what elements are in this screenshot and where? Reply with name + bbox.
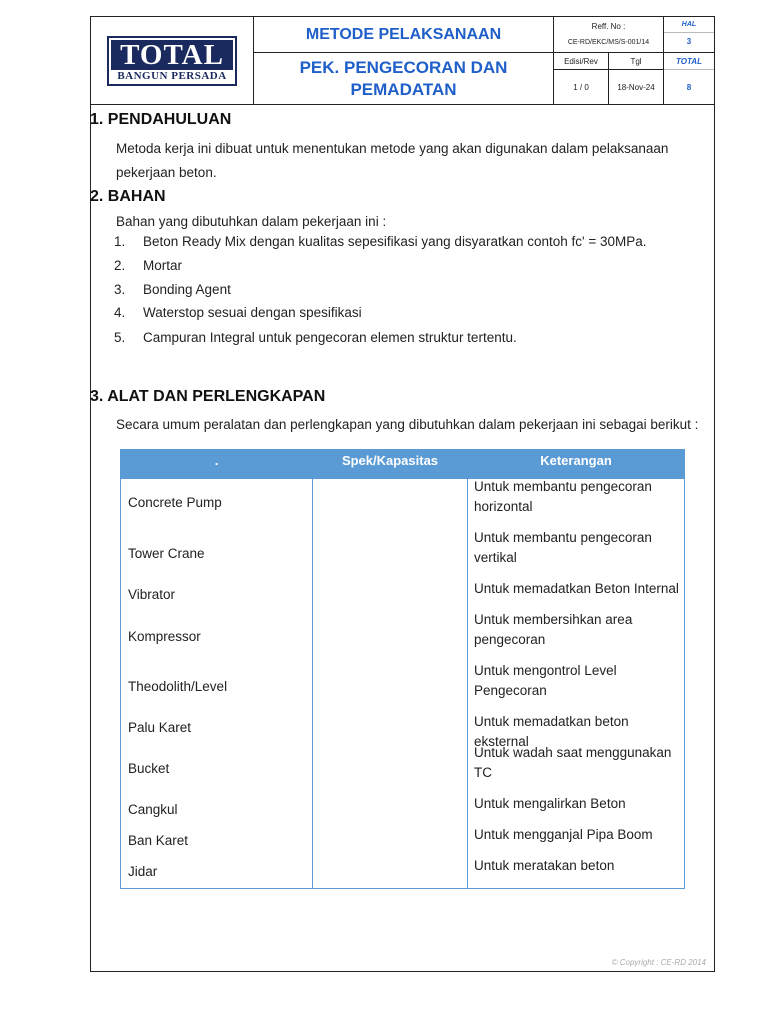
keterangan-line: TC xyxy=(474,764,492,780)
table-cell-alat: Bucket xyxy=(128,761,170,776)
material-item-number: 5. xyxy=(114,330,126,345)
reff-cell xyxy=(554,17,664,53)
table-cell-keterangan xyxy=(474,794,626,814)
material-item: Mortar xyxy=(143,258,183,273)
keterangan-line: Untuk membersihkan area xyxy=(474,612,633,627)
reff-value: CE-RD/EKC/MS/S-001/14 xyxy=(567,39,650,46)
table-divider xyxy=(467,479,468,888)
total-label: TOTAL xyxy=(664,53,714,70)
edisi-cell xyxy=(554,53,609,105)
document-header xyxy=(91,17,714,105)
tgl-label: Tgl xyxy=(609,53,663,70)
table-cell-keterangan xyxy=(474,528,652,567)
table-cell-keterangan xyxy=(474,477,652,516)
keterangan-line: Untuk membantu pengecoran xyxy=(474,479,652,494)
edisi-label: Edisi/Rev xyxy=(554,53,608,70)
section-1-text-line-2: pekerjaan beton. xyxy=(116,165,217,180)
table-cell-keterangan xyxy=(474,825,653,845)
keterangan-line: vertikal xyxy=(474,549,517,565)
logo-top-text: TOTAL xyxy=(111,40,233,70)
equipment-table xyxy=(120,449,685,889)
keterangan-line: Untuk mengontrol Level xyxy=(474,663,617,678)
keterangan-line: horizontal xyxy=(474,498,533,514)
table-cell-alat: Cangkul xyxy=(128,802,178,817)
edisi-value: 1 / 0 xyxy=(573,83,589,92)
table-header-spek: Spek/Kapasitas xyxy=(312,450,468,479)
section-3-intro: Secara umum peralatan dan perlengkapan yang dibutuhkan dalam pekerjaan ini sebagai berikut : xyxy=(116,417,699,432)
keterangan-line: Untuk membantu pengecoran xyxy=(474,530,652,545)
company-logo xyxy=(107,36,237,86)
table-cell-keterangan xyxy=(474,661,617,700)
section-1-text-line-1: Metoda kerja ini dibuat untuk menentukan metode yang akan digunakan dalam pelaksanaan xyxy=(116,141,669,156)
document-title: METODE PELAKSANAAN xyxy=(254,17,554,53)
section-3-heading: 3. ALAT DAN PERLENGKAPAN xyxy=(90,388,326,405)
table-cell-alat: Theodolith/Level xyxy=(128,679,228,694)
table-cell-alat: Ban Karet xyxy=(128,833,189,848)
subtitle-line-1: PEK. PENGECORAN DAN xyxy=(299,58,508,77)
hal-value: 3 xyxy=(686,37,692,46)
tgl-value: 18-Nov-24 xyxy=(617,83,655,92)
table-header-alat: . xyxy=(121,450,312,479)
keterangan-line: Untuk memadatkan beton eksternal xyxy=(474,714,629,749)
total-value: 8 xyxy=(686,83,692,92)
material-item-number: 1. xyxy=(114,234,126,249)
keterangan-line: pengecoran xyxy=(474,631,546,647)
hal-cell xyxy=(664,17,714,53)
material-item: Beton Ready Mix dengan kualitas sepesifikasi yang disyaratkan contoh fc' = 30MPa. xyxy=(143,234,647,249)
table-cell-alat: Vibrator xyxy=(128,587,176,602)
material-item-number: 4. xyxy=(114,305,126,320)
keterangan-line: Pengecoran xyxy=(474,682,547,698)
logo-bottom-text: BANGUN PERSADA xyxy=(117,70,227,82)
document-subtitle xyxy=(254,53,554,105)
table-cell-alat: Tower Crane xyxy=(128,546,205,561)
section-1-heading: 1. PENDAHULUAN xyxy=(90,111,232,128)
table-cell-keterangan xyxy=(474,743,671,782)
table-cell-alat: Jidar xyxy=(128,864,158,879)
table-divider xyxy=(312,479,313,888)
material-item: Waterstop sesuai dengan spesifikasi xyxy=(143,305,362,320)
tgl-cell xyxy=(609,53,664,105)
table-cell-alat: Palu Karet xyxy=(128,720,192,735)
section-2-intro: Bahan yang dibutuhkan dalam pekerjaan ini : xyxy=(116,214,387,229)
total-cell xyxy=(664,53,714,105)
copyright-footer: © Copyright : CE-RD 2014 xyxy=(611,958,706,967)
keterangan-line: Untuk mengalirkan Beton xyxy=(474,796,626,811)
reff-label: Reff. No : xyxy=(591,22,626,31)
keterangan-line: Untuk memadatkan Beton Internal xyxy=(474,581,679,596)
table-cell-keterangan xyxy=(474,856,614,876)
table-header-keterangan: Keterangan xyxy=(468,450,684,479)
material-item: Campuran Integral untuk pengecoran elemen struktur tertentu. xyxy=(143,330,517,345)
material-item-number: 2. xyxy=(114,258,126,273)
subtitle-line-2: PEMADATAN xyxy=(350,80,457,99)
logo-cell xyxy=(91,17,254,105)
table-cell-keterangan xyxy=(474,610,632,649)
table-cell-alat: Kompressor xyxy=(128,629,201,644)
table-cell-keterangan xyxy=(474,579,679,599)
keterangan-line: Untuk wadah saat menggunakan xyxy=(474,745,672,760)
section-2-heading: 2. BAHAN xyxy=(90,188,166,205)
hal-label: HAL xyxy=(664,17,714,33)
material-item-number: 3. xyxy=(114,282,126,297)
material-item: Bonding Agent xyxy=(143,282,231,297)
keterangan-line: Untuk mengganjal Pipa Boom xyxy=(474,827,653,842)
keterangan-line: Untuk meratakan beton xyxy=(474,858,615,873)
table-cell-alat: Concrete Pump xyxy=(128,495,222,510)
